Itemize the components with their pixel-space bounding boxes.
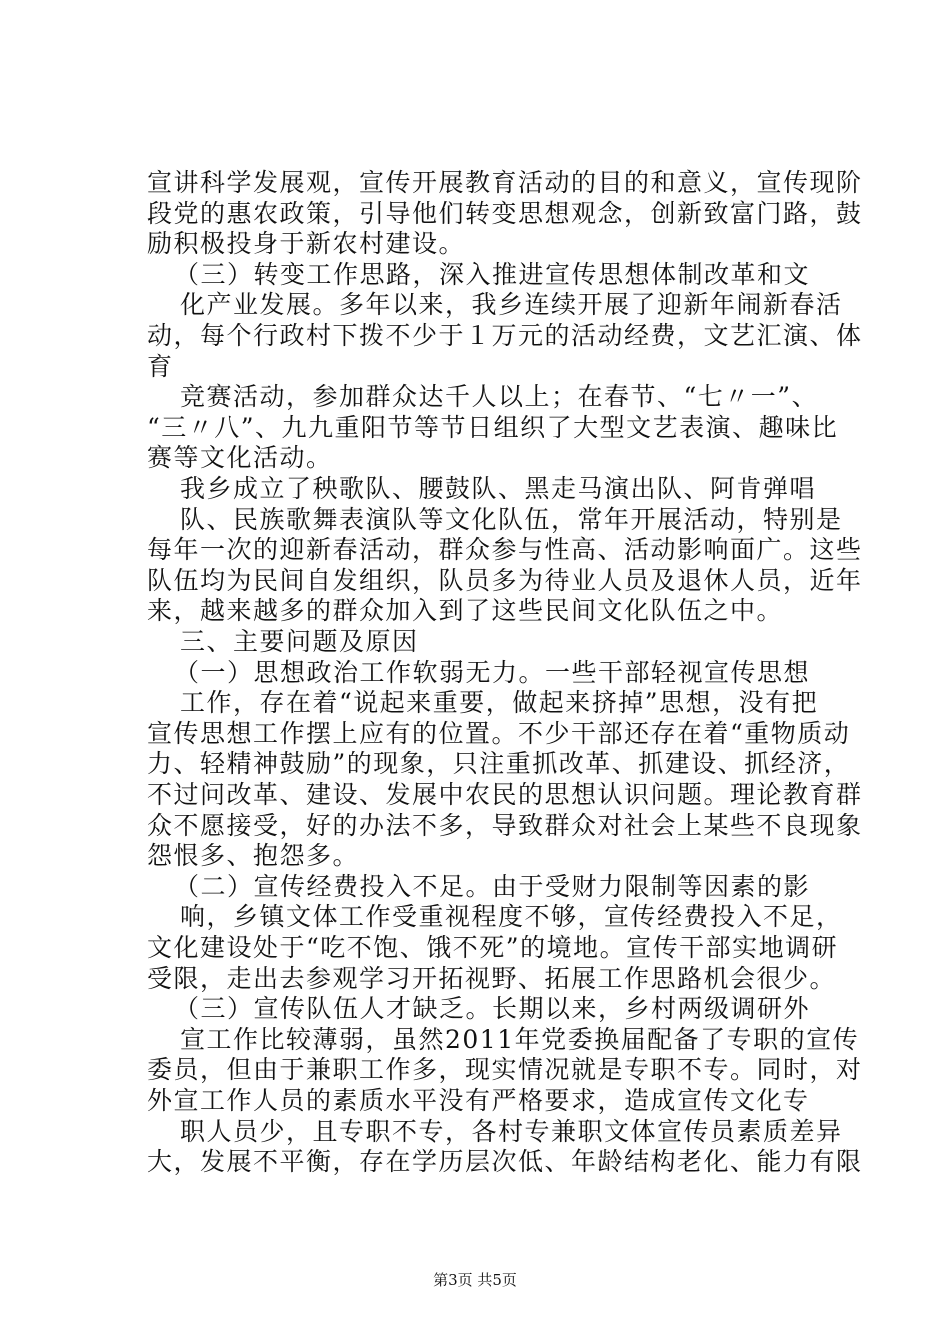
text-line: 三、主要问题及原因 <box>180 627 419 656</box>
text-line: 我乡成立了秧歌队、腰鼓队、黑走马演出队、阿肯弹唱 <box>180 474 817 503</box>
text-line: 众不愿接受，好的办法不多，导致群众对社会上某些不良现象 <box>147 810 863 840</box>
text-line: 励积极投身于新农村建设。 <box>147 229 466 259</box>
text-line: 宣工作比较薄弱，虽然2011年党委换届配备了专职的宣传 <box>180 1024 860 1054</box>
text-line: 响，乡镇文体工作受重视程度不够，宣传经费投入不足， <box>180 902 843 932</box>
text-line: 竞赛活动，参加群众达千人以上；在春节、“七〃一”、 <box>180 382 819 412</box>
text-line: 委员，但由于兼职工作多，现实情况就是专职不专。同时，对 <box>147 1055 863 1085</box>
text-line: 队、民族歌舞表演队等文化队伍，常年开展活动，特别是 <box>180 504 843 534</box>
text-line: 来，越来越多的群众加入到了这些民间文化队伍之中。 <box>147 596 784 626</box>
text-line: （三）转变工作思路，深入推进宣传思想体制改革和文 <box>174 259 811 289</box>
text-line: （二）宣传经费投入不足。由于受财力限制等因素的影 <box>174 871 811 901</box>
text-line: 动，每个行政村下拨不少于１万元的活动经费，文艺汇演、体 <box>147 321 863 350</box>
text-line: 怨恨多、抱怨多。 <box>147 841 360 871</box>
text-line: 受限，走出去参观学习开拓视野、拓展工作思路机会很少。 <box>147 963 837 993</box>
text-line: （一）思想政治工作软弱无力。一些干部轻视宣传思想 <box>174 657 811 687</box>
text-line: 不过问改革、建设、发展中农民的思想认识问题。理论教育群 <box>147 780 863 809</box>
text-line: 外宣工作人员的素质水平没有严格要求，造成宣传文化专 <box>147 1086 810 1115</box>
text-line: 职人员少，且专职不专，各村专兼职文体宣传员素质差异 <box>180 1116 843 1146</box>
text-line: “三〃八”、九九重阳节等节日组织了大型文艺表演、趣味比 <box>147 412 839 442</box>
text-line: 育 <box>147 351 174 381</box>
text-line: 赛等文化活动。 <box>147 443 333 473</box>
text-line: 大，发展不平衡，存在学历层次低、年龄结构老化、能力有限 <box>147 1147 863 1177</box>
text-line: 工作，存在着“说起来重要，做起来挤掉”思想，没有把 <box>180 688 819 718</box>
text-line: 每年一次的迎新春活动，群众参与性高、活动影响面广。这些 <box>147 535 863 565</box>
page-footer: 第3页 共5页 <box>433 1271 517 1289</box>
text-line: 宣讲科学发展观，宣传开展教育活动的目的和意义，宣传现阶 <box>147 168 863 197</box>
text-line: 队伍均为民间自发组织，队员多为待业人员及退休人员，近年 <box>147 565 863 595</box>
text-line: 化产业发展。多年以来，我乡连续开展了迎新年闹新春活 <box>180 290 843 320</box>
text-line: 文化建设处于“吃不饱、饿不死”的境地。宣传干部实地调研 <box>147 933 839 962</box>
text-line: 宣传思想工作摆上应有的位置。不少干部还存在着“重物质动 <box>147 718 851 748</box>
text-line: 段党的惠农政策，引导他们转变思想观念，创新致富门路，鼓 <box>147 198 863 228</box>
text-line: 力、轻精神鼓励”的现象，只注重抓改革、抓建设、抓经济， <box>147 749 851 779</box>
text-line: （三）宣传队伍人才缺乏。长期以来，乡村两级调研外 <box>174 994 811 1024</box>
